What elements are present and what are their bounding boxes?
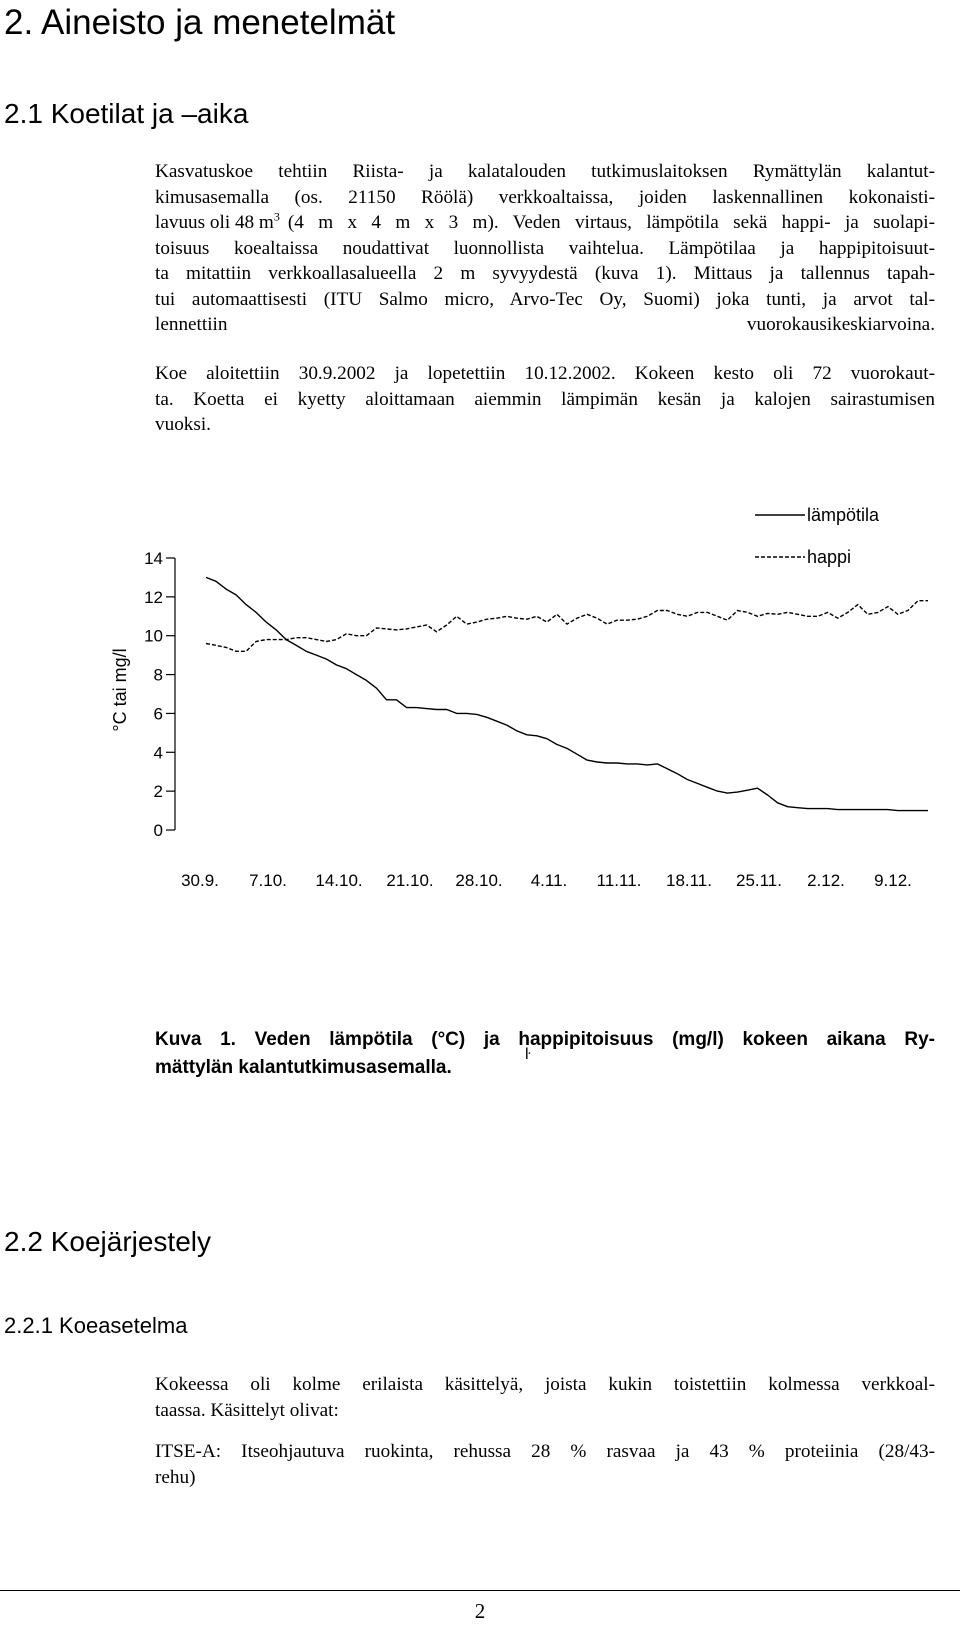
x-axis: [181, 871, 912, 890]
paragraph-1-line: kimusasemalla (os. 21150 Röölä) verkkoaltaissa, joiden laskennallinen kokonaisti-: [155, 186, 935, 208]
x-tick-label: 25.11.: [735, 871, 783, 890]
chart-series: [206, 577, 928, 810]
x-tick-label: 14.10.: [315, 871, 363, 890]
paragraph-4-line: rehu): [155, 1466, 196, 1488]
y-tick-label: 12: [144, 587, 163, 607]
paragraph-3-line: taassa. Käsittelyt olivat:: [155, 1399, 339, 1421]
y-tick-label: 0: [153, 821, 163, 840]
x-tick-label: 4.11.: [530, 871, 568, 890]
y-tick-label: 14: [144, 549, 163, 568]
paragraph-2: [155, 361, 935, 438]
figure-caption: [155, 1026, 935, 1082]
superscript: 3: [273, 209, 280, 224]
y-tick-label: 10: [144, 626, 163, 646]
paragraph-1-line: Kasvatuskoe tehtiin Riista- ja kalatalouden tutkimuslaitoksen Rymättylän kalantut-: [155, 161, 935, 182]
y-axis-label: °C tai mg/l: [110, 648, 130, 732]
paragraph-2-line: vuoksi.: [155, 414, 211, 435]
page-number: 2: [474, 1599, 486, 1623]
section-title: 2. Aineisto ja menetelmät: [4, 3, 396, 42]
x-tick-label: 21.10.: [386, 871, 434, 890]
x-tick-label: 11.11.: [596, 871, 642, 890]
paragraph-1-line: tui automaattisesti (ITU Salmo micro, Arvo-Tec Oy, Suomi) joka tunti, ja arvot tal-: [155, 288, 935, 310]
temperature-oxygen-chart: [0, 490, 960, 910]
paragraph-1-line: ta mitattiin verkkoallasalueella 2 m syvyydestä (kuva 1). Mittaus ja tallennus tapah-: [155, 263, 935, 284]
chart-legend: [755, 505, 880, 567]
legend-label: lämpötila: [807, 505, 880, 525]
x-tick-label: 18.11.: [665, 871, 713, 890]
caption-line: mättylän kalantutkimusasemalla.: [155, 1057, 452, 1078]
y-tick-label: 6: [153, 704, 163, 724]
y-tick-label: 2: [153, 782, 163, 802]
paragraph-4: [155, 1439, 935, 1490]
paragraph-2-line: ta. Koetta ei kyetty aloittamaan aiemmin lämpimän kesän ja kalojen sairastumisen: [155, 388, 935, 410]
x-tick-label: 30.9.: [181, 871, 219, 890]
x-tick-label: 2.12.: [807, 871, 845, 890]
paragraph-1-line: [155, 210, 935, 236]
x-tick-label: 7.10.: [249, 871, 287, 890]
caption-line: Kuva 1. Veden lämpötila (°C) ja happipitoisuus (mg/l) kokeen aikana Ry-: [155, 1029, 935, 1050]
paragraph-1-line: toisuus koealtaissa noudattivat luonnollista vaihtelua. Lämpötilaa ja happipitoisuut-: [155, 237, 935, 259]
paragraph-3-line: Kokeessa oli kolme erilaista käsittelyä, joista kukin toistettiin kolmessa verkkoal-: [155, 1374, 935, 1395]
legend-label: happi: [807, 547, 852, 567]
caption-stray-mark: ŀ: [525, 1046, 531, 1063]
subsection-2-2-1-title: 2.2.1 Koeasetelma: [4, 1313, 188, 1338]
temperature-line: [206, 577, 928, 810]
x-tick-label: 9.12.: [874, 871, 912, 890]
section-2-2-title: 2.2 Koejärjestely: [4, 1226, 212, 1257]
paragraph-2-line: Koe aloitettiin 30.9.2002 ja lopetettiin 10.12.2002. Kokeen kesto oli 72 vuorokaut-: [155, 363, 935, 384]
oxygen-line: [206, 601, 928, 652]
footer-rule: [0, 1590, 960, 1591]
y-axis: [144, 549, 175, 840]
volume-text: lavuus oli 48 m: [155, 212, 274, 233]
paragraph-4-line: ITSE-A: Itseohjautuva ruokinta, rehussa 28 % rasvaa ja 43 % proteiinia (28/43-: [155, 1441, 935, 1462]
y-tick-label: 8: [153, 665, 163, 685]
paragraph-3: [155, 1372, 935, 1423]
subsection-title: 2.1 Koetilat ja –aika: [4, 98, 249, 129]
x-tick-label: 28.10.: [455, 871, 503, 890]
paragraph-1-line: lennettiin vuorokausikeskiarvoina.: [155, 314, 935, 335]
y-tick-label: 4: [153, 743, 163, 763]
paragraph-1-line-rest: (4 m x 4 m x 3 m). Veden virtaus, lämpötila sekä happi- ja suolapi-: [287, 212, 935, 233]
paragraph-1: [155, 159, 935, 338]
